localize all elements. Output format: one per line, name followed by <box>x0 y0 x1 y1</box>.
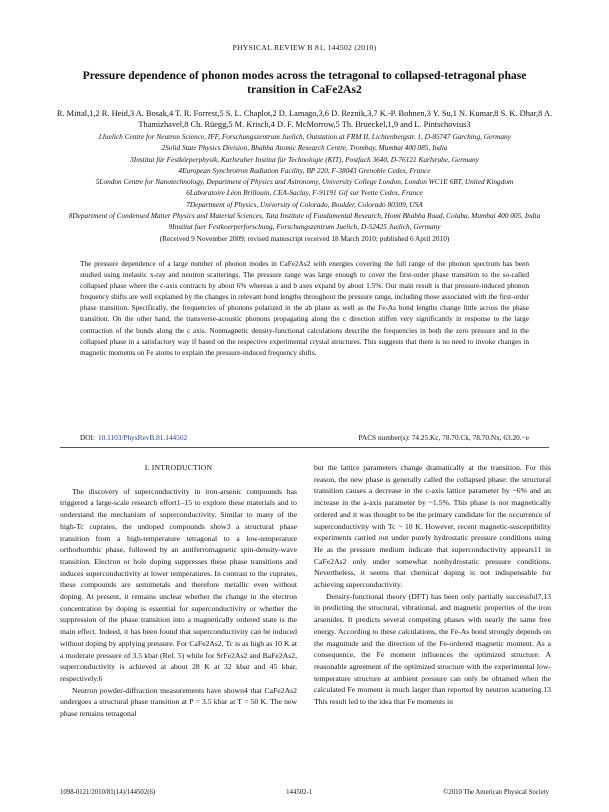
affiliation: 4European Synchrotron Radiation Facility, BP 220, F-38043 Grenoble Cedex, France <box>178 165 431 175</box>
affiliation: 2Solid State Physics Division, Bhabha Atomic Research Centre, Trombay, Mumbai 400 085, India <box>161 143 448 153</box>
affiliation: 8Department of Condensed Matter Physics and Material Sciences, Tata Institute of Fundamental Research, Homi Bhabha Road, Colaba, Mumbai 400 005, India <box>68 211 541 221</box>
section-divider <box>60 447 549 448</box>
paper-title: Pressure dependence of phonon modes across the tetragonal to collapsed-tetragonal phase transition in CaFe2As2 <box>82 69 527 96</box>
body-paragraph: The discovery of superconductivity in iron-arsenic compounds has triggered a large-scale research effort1–15 to explore these materials and to understand the mechanism of superconductivity. Similar to many of the high-Tc cuprates, the undoped compounds show3 a structural phase transition from a high-temperature tetragonal to a low-temperature orthorhombic phase, followed by an antiferromagnetic spin-density-wave transition. Electron or hole doping suppresses these phase transitions and induces superconductivity at lower temperatures. In contrast to the cuprates, these compounds are semimetals and therefore metallic even without doping. At present, it remains unclear whether the change in the electron concentration by doping is essential for superconductivity or whether the suppression of the phase transition into a magnetically ordered state is the main effect. Indeed, it has been found that superconductivity can be induced without doping by applying pressure. For CaFe2As2, Tc is as high as 10 K at a moderate pressure of 3.5 kbar (Ref. 5) while for SrFe2As2 and BaFe2As2, superconductivity is achieved at about 28 K at 32 kbar and 45 kbar, respectively.6 <box>60 486 297 683</box>
body-paragraph: Density-functional theory (DFT) has been only partially successful7,13 in predicting the structural, vibrational, and magnetic properties of the iron arsenides. It predicts several competing phases with nearly the same free energy. According to these calculations, the Fe-As bond strongly depends on the magnitude and the direction of the Fe-ordered magnetic moment. As a consequence, the Fe moment influences the optimized structure. A reasonable agreement of the optimized structure with the experimental low-temperature structure at ambient pressure can only be obtained when the calculated Fe moment is much larger than reported by neutron scattering.13 This result led to the idea that Fe moments in <box>314 591 551 707</box>
doi-label: DOI: <box>80 433 95 442</box>
affiliation: 5London Centre for Nanotechnology, Department of Physics and Astronomy, University College London, London WC1E 6BT, United Kingdom <box>95 177 514 187</box>
body-paragraph: but the lattice parameters change dramatically at the transition. For this reason, the new phase is generally called the collapsed phase: the structural transition causes a decrease in the c-axis lattice parameter by ~6% and an increase in the a-axis parameter by ~1.5%. This phase is not magnetically ordered and it was thought to be the primary candidate for the occurrence of superconductivity with Tc ~ 10 K. However, recent magnetic-susceptibility experiments carried out under purely hydrostatic pressure conditions using He as the pressure medium indicate that superconductivity appears11 in CaFe2As2 only under somewhat nonhydrostatic pressure conditions. Nevertheless, it seems that chemical doping is not indispensable for achieving superconductivity. <box>314 463 551 590</box>
abstract: The pressure dependence of a large number of phonon modes in CaFe2As2 with energies covering the full range of the phonon spectrum has been studied using inelastic x-ray and neutron scatterings. The pressure range was large enough to cover the first-order phase transition to the so-called collapsed phase where the c-axis contracts by about 6% whereas a and b axes expand by about 1.5%. Our main result is that pressure-induced phonon frequency shifts are well explained by the changes in relevant bond lengths throughout the pressure range, including those associated with the first-order phase transition. Specifically, the frequencies of phonons polarized in the ab plane as well as the Fe-As bond lengths change little across the phase transition. On the other hand, the transverse-acoustic phonons propagating along the c direction stiffen very significantly in response to the large contraction of the bonds along the c axis. Nonmagnetic density-functional calculations describe the frequencies in both the zero pressure and in the collapsed phase in a satisfactory way if based on the respective experimental crystal structures. This suggests that there is no need to invoke changes in magnetic moments on Fe atoms to explain the pressure-induced frequency shifts. <box>80 259 529 357</box>
affiliation: 9Institut fuer Festkoerperforschung, Forschungszentrum Juelich, D-52425 Juelich, Germany <box>168 222 441 232</box>
doi-pacs-row <box>80 433 529 442</box>
page-footer <box>60 789 549 796</box>
pacs-numbers: PACS number(s): 74.25.Kc, 78.70.Ck, 78.70.Nx, 63.20.−e <box>358 433 529 442</box>
affiliation: 7Department of Physics, University of Colorado, Boulder, Colorado 80309, USA <box>186 199 423 209</box>
doi-link[interactable]: 10.1103/PhysRevB.81.144502 <box>98 433 188 442</box>
affiliation: 1Juelich Centre for Neutron Science, IFF, Forschungszentrum Juelich, Outstation at FRM II, Lichtenbergstr. 1, D-85747 Garching, Germany <box>98 132 511 141</box>
affiliation-list <box>40 131 569 244</box>
copyright: ©2010 The American Physical Society <box>443 789 549 796</box>
section-heading: I. INTRODUCTION <box>144 463 213 472</box>
journal-header: PHYSICAL REVIEW B 81, 144502 (2010) <box>232 43 377 52</box>
page-number: 144502-1 <box>286 789 313 796</box>
affiliation: 6Laboratoire Léon Brillouin, CEA-Saclay, F-91191 Gif sur Yvette Cedex, France <box>186 188 423 198</box>
footer-issn: 1098-0121/2010/81(14)/144502(6) <box>60 789 156 796</box>
body-paragraph: Neutron powder-diffraction measurements have shown4 that CaFe2As2 undergoes a structural phase transition at P = 3.5 kbar at T = 50 K. The new phase remains tetragonal <box>60 685 297 719</box>
doi-block <box>80 433 187 442</box>
received-dates: (Received 9 November 2009; revised manuscript received 18 March 2010; published 6 April 2010) <box>159 233 450 243</box>
left-column <box>60 462 297 720</box>
affiliation: 3Institut für Festkörperphysik, Karlsruher Institut für Technologie (KIT), Postfach 3640, D-76121 Karlsruhe, Germany <box>130 154 479 164</box>
author-list: R. Mittal,1,2 R. Heid,3 A. Bosak,4 T. R. Forrest,5 S. L. Chaplot,2 D. Lamago,3,6 D. Reznik,3,7 K.-P. Bohnen,3 Y. Su,1 N. Kumar,8 S. K. Dhar,8 A. Thamizhavel,8 Ch. Rüegg,5 M. Krisch,4 D. F. McMorrow,5 Th. Brueckel,1,9 and L. Pintschovius3 <box>56 109 553 129</box>
right-column <box>314 462 551 708</box>
